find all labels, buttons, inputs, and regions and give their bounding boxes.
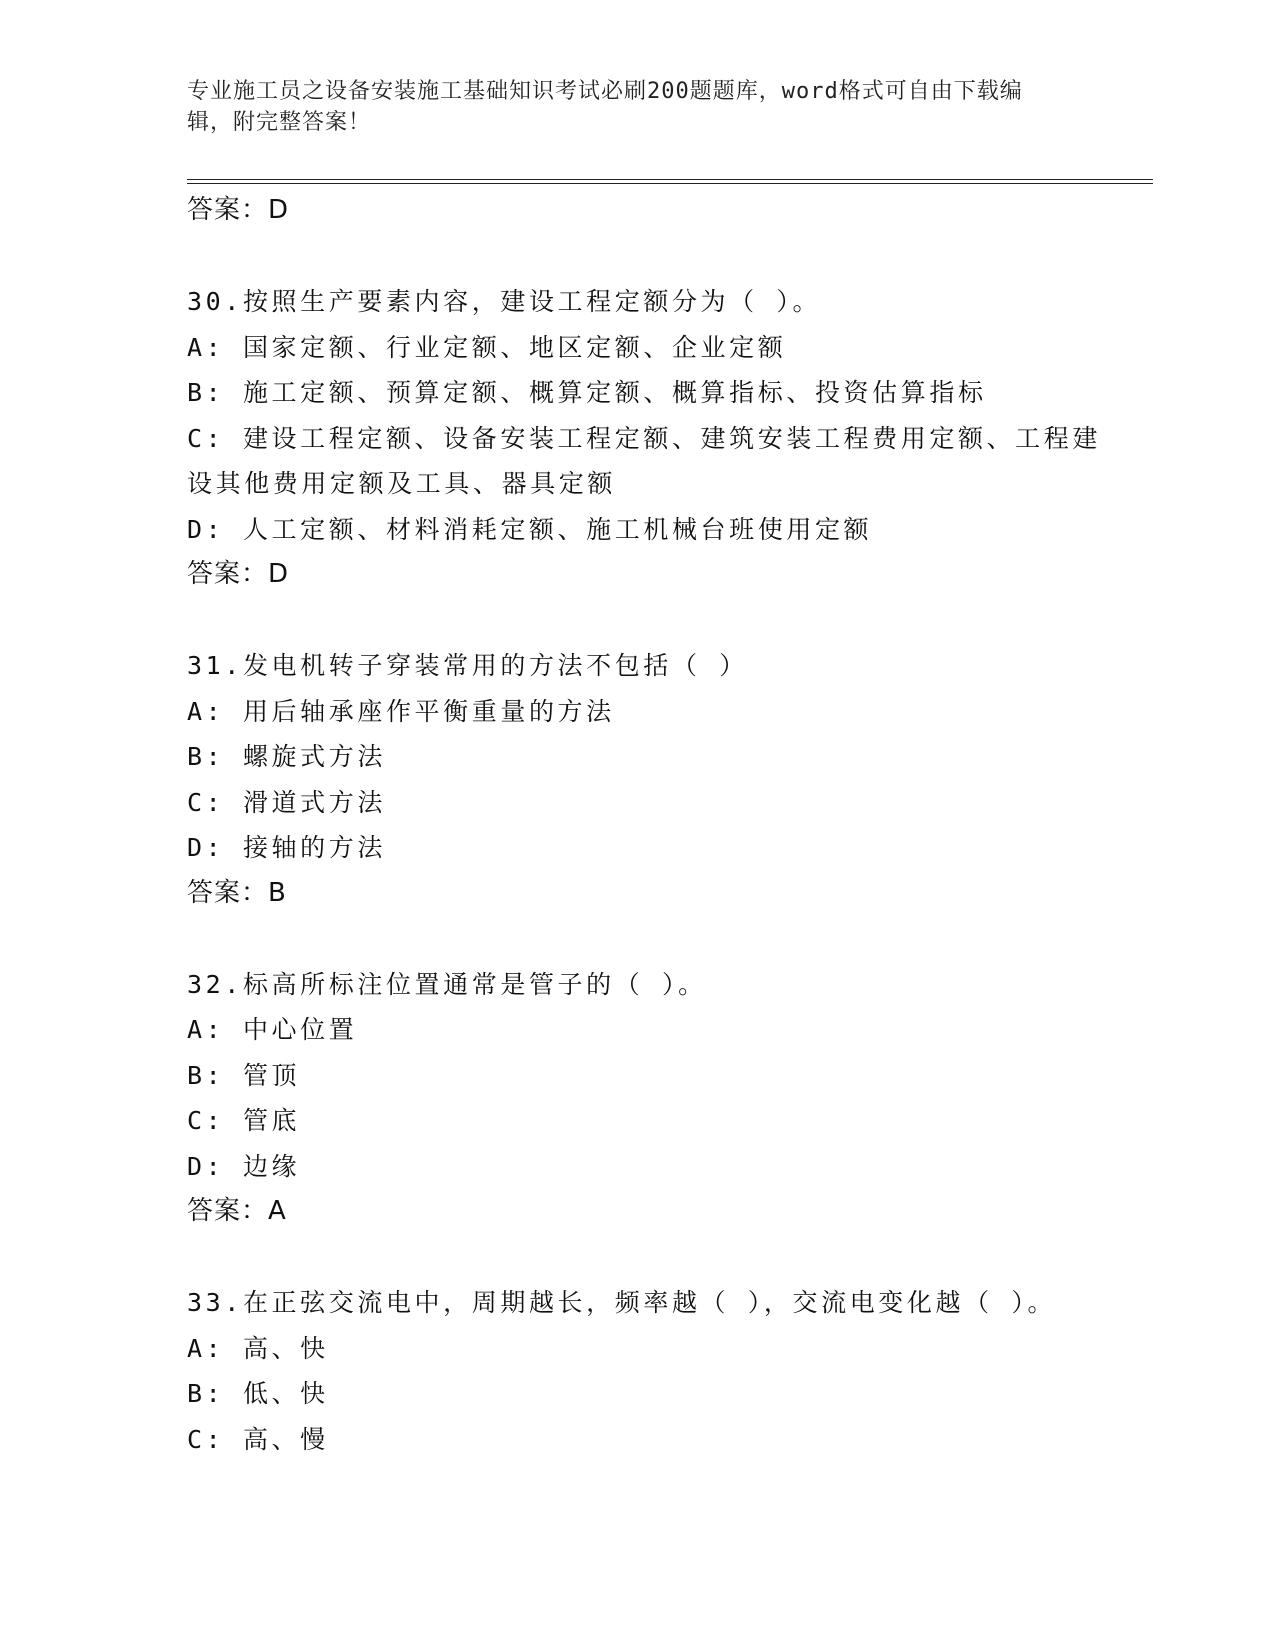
spacer — [187, 916, 1107, 962]
question-answer: 答案：B — [187, 877, 287, 908]
question-30 — [187, 279, 1107, 598]
option-a: A: 用后轴承座作平衡重量的方法 — [187, 696, 615, 726]
question-answer: 答案：A — [187, 1196, 287, 1226]
question-stem: 30.按照生产要素内容，建设工程定额分为（ ）。 — [187, 287, 822, 316]
option-b: B: 施工定额、预算定额、概算定额、概算指标、投资估算指标 — [187, 378, 987, 407]
option-d: D: 接轴的方法 — [187, 833, 386, 862]
option-c: C: 建设工程定额、设备安装工程定额、建筑安装工程费用定额、工程建设其他费用定额及工具、器具定额 — [187, 423, 1101, 498]
question-stem: 31.发电机转子穿装常用的方法不包括（ ） — [187, 651, 748, 680]
header-divider-secondary — [187, 183, 1153, 184]
question-content — [187, 188, 1107, 1462]
question-stem: 33.在正弦交流电中，周期越长，频率越（ ），交流电变化越（ ）。 — [187, 1288, 1057, 1317]
option-c: C: 高、慢 — [187, 1424, 329, 1454]
option-a: A: 国家定额、行业定额、地区定额、企业定额 — [187, 332, 787, 362]
header-divider — [187, 179, 1153, 180]
spacer — [187, 1235, 1107, 1281]
option-c: C: 滑道式方法 — [187, 787, 386, 817]
option-a: A: 中心位置 — [187, 1015, 358, 1044]
spacer — [187, 234, 1107, 280]
option-a: A: 高、快 — [187, 1333, 329, 1363]
option-d: D: 人工定额、材料消耗定额、施工机械台班使用定额 — [187, 514, 873, 544]
option-b: B: 管顶 — [187, 1060, 301, 1090]
question-answer: 答案：D — [187, 559, 290, 589]
document-header: 专业施工员之设备安装施工基础知识考试必刷200题题库，word格式可自由下载编辑，附完整答案！ — [187, 79, 1023, 135]
question-33 — [187, 1280, 1107, 1462]
question-31 — [187, 643, 1107, 916]
option-c: C: 管底 — [187, 1106, 301, 1135]
previous-answer: 答案：D — [187, 195, 290, 225]
question-32 — [187, 962, 1107, 1235]
question-stem: 32.标高所标注位置通常是管子的（ ）。 — [187, 969, 707, 999]
spacer — [187, 598, 1107, 644]
option-d: D: 边缘 — [187, 1151, 301, 1181]
option-b: B: 螺旋式方法 — [187, 742, 386, 771]
option-b: B: 低、快 — [187, 1379, 329, 1408]
